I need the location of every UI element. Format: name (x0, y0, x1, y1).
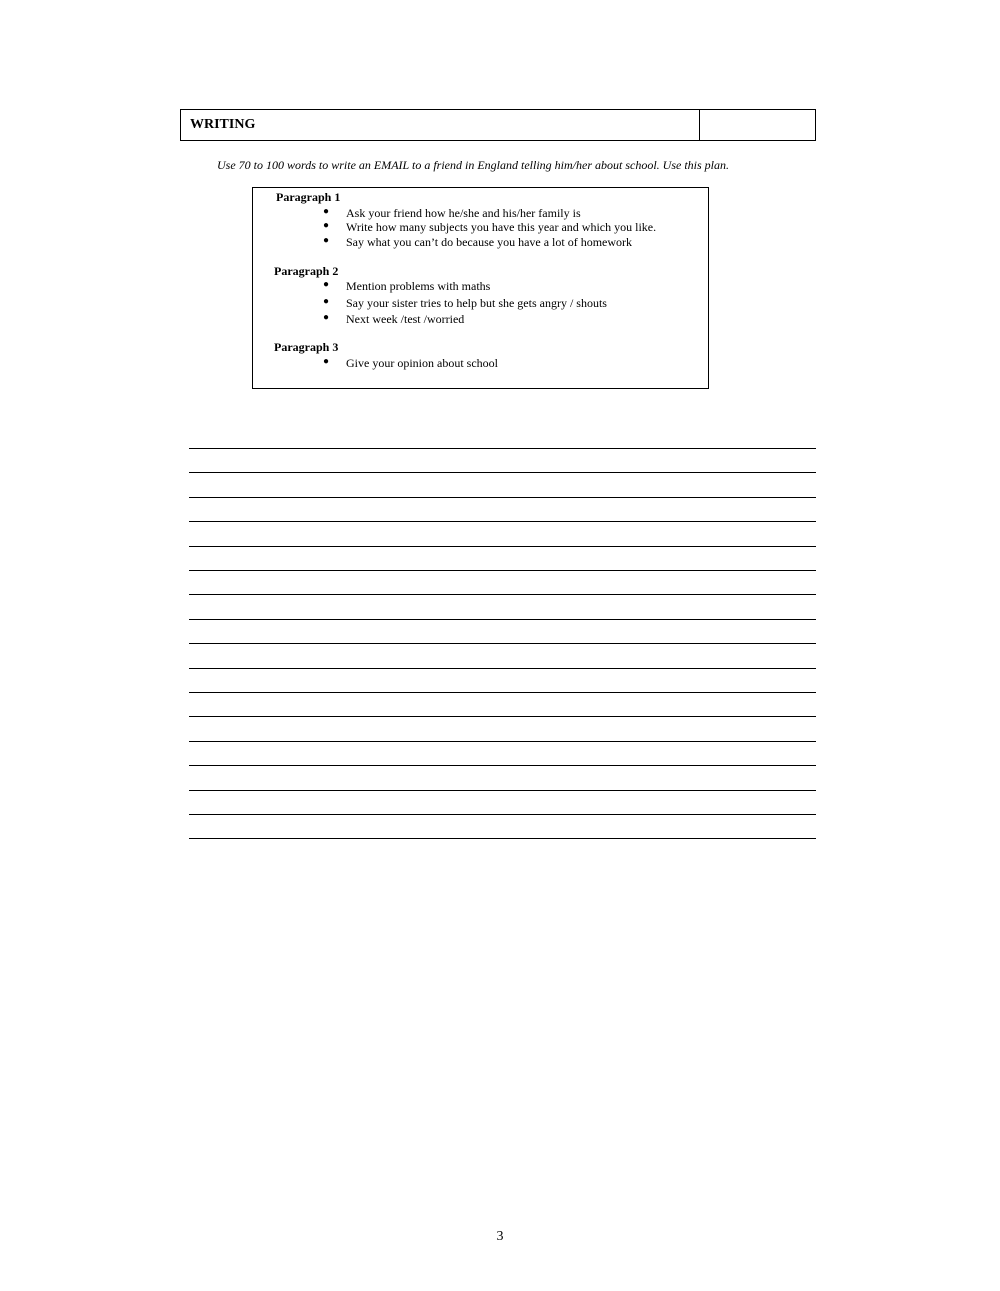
plan-bullet-text: Say your sister tries to help but she gets angry / shouts (346, 296, 607, 310)
score-box (700, 110, 815, 140)
task-instruction: Use 70 to 100 words to write an EMAIL to a friend in England telling him/her about school. Use this plan. (217, 158, 729, 172)
plan-bullet-text: Mention problems with maths (346, 279, 491, 293)
bullet-icon: ● (323, 356, 330, 367)
paragraph-3-heading: Paragraph 3 (274, 340, 339, 354)
answer-line[interactable] (189, 619, 816, 620)
answer-line[interactable] (189, 790, 816, 791)
bullet-icon: ● (323, 296, 330, 307)
answer-line[interactable] (189, 546, 816, 547)
answer-line[interactable] (189, 594, 816, 595)
paragraph-2-heading: Paragraph 2 (274, 264, 339, 278)
plan-bullet-text: Next week /test /worried (346, 312, 465, 326)
writing-plan-box (252, 187, 709, 389)
answer-line[interactable] (189, 765, 816, 766)
plan-bullet-text: Give your opinion about school (346, 356, 498, 370)
answer-line[interactable] (189, 838, 816, 839)
answer-line[interactable] (189, 521, 816, 522)
answer-line[interactable] (189, 497, 816, 498)
paragraph-1-heading: Paragraph 1 (276, 190, 341, 204)
bullet-icon: ● (323, 206, 330, 217)
answer-line[interactable] (189, 643, 816, 644)
answer-line[interactable] (189, 716, 816, 717)
section-header (180, 109, 816, 141)
bullet-icon: ● (323, 279, 330, 290)
page-number: 3 (496, 1229, 504, 1244)
bullet-icon: ● (323, 312, 330, 323)
answer-line[interactable] (189, 814, 816, 815)
answer-line[interactable] (189, 570, 816, 571)
answer-line[interactable] (189, 472, 816, 473)
section-title: WRITING (181, 110, 700, 140)
answer-line[interactable] (189, 692, 816, 693)
bullet-icon: ● (323, 235, 330, 246)
answer-line[interactable] (189, 448, 816, 449)
plan-bullet-text: Write how many subjects you have this year and which you like. (346, 220, 657, 234)
answer-line[interactable] (189, 668, 816, 669)
answer-line[interactable] (189, 741, 816, 742)
plan-bullet-text: Ask your friend how he/she and his/her family is (346, 206, 581, 220)
bullet-icon: ● (323, 220, 330, 231)
plan-bullet-text: Say what you can’t do because you have a lot of homework (346, 235, 633, 249)
